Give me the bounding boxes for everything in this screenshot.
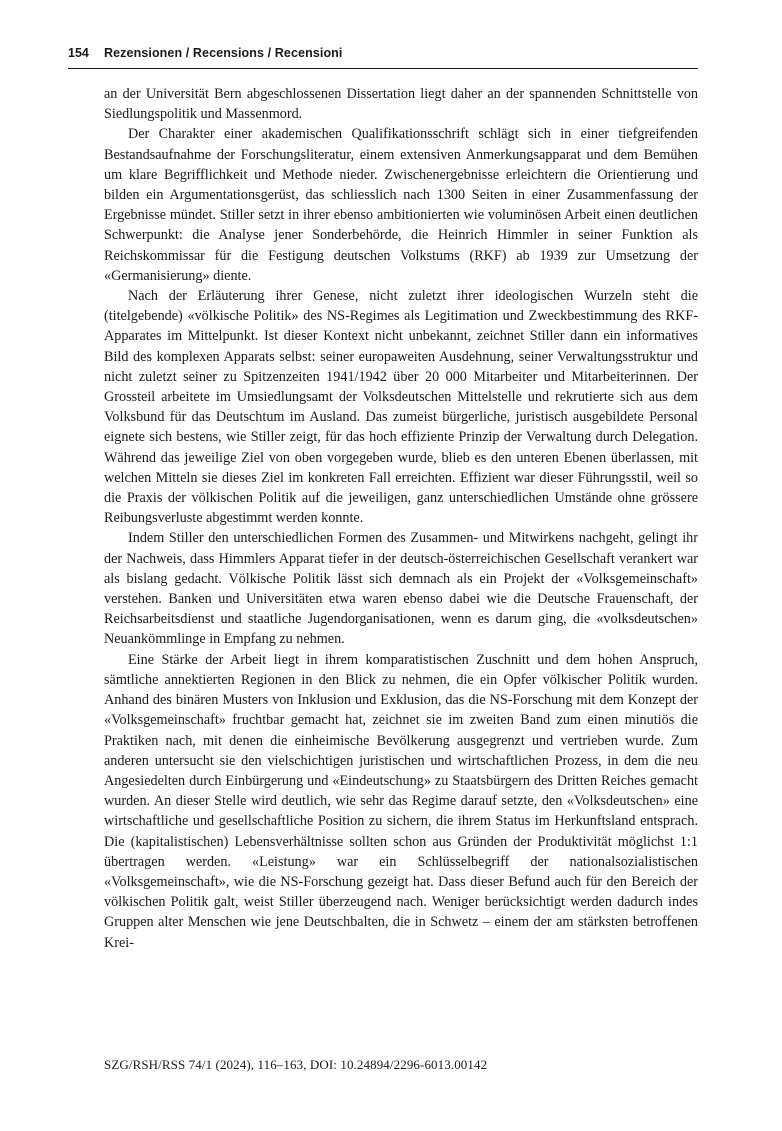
paragraph: Nach der Erläuterung ihrer Genese, nicht zuletzt ihrer ideologischen Wurzeln steht die (titelgebende) «völkische Politik» des NS-Regimes als Legitimation und Zweckbestimmung des RKF-Apparates im Mittelpunkt. Ist dieser Kontext nicht unbekannt, zeichnet Stiller dann ein informatives Bild des komplexen Apparats selbst: seiner europaweiten Ausdehnung, seiner Verwaltungsstruktur und nicht zuletzt seiner zu Spitzenzeiten 1941/1942 über 20 000 Mitarbeiter und Mitarbeiterinnen. Der Grossteil arbeitete im Umsiedlungsamt der Volksdeutschen Mittelstelle und rekrutierte sich aus dem Volksbund für das Deutschtum im Ausland. Das zumeist bürgerliche, juristisch ausgebildete Personal eignete sich bestens, wie Stiller zeigt, für das hoch effiziente Prinzip der Verwaltung durch Delegation. Während das jeweilige Ziel von oben vorgegeben wurde, blieb es den unteren Ebenen überlassen, mit welchen Mitteln sie dieses Ziel im konkreten Fall erreichten. Effizient war dieser Führungsstil, weil so die Praxis der völkischen Politik auf die jeweiligen, ganz unterschiedlichen Umstände ohne grössere Reibungsverluste abgestimmt werden konnte. — [104, 288, 698, 527]
running-header — [68, 46, 698, 69]
paragraph: Der Charakter einer akademischen Qualifikationsschrift schlägt sich in einer tiefgreifenden Bestandsaufnahme der Forschungsliteratur, einem extensiven Anmerkungsapparat und dem Bemühen um klare Begrifflichkeit und Methode nieder. Zwischenergebnisse erleichtern die Orientierung und bilden ein Argumentationsgerüst, das schliesslich nach 1300 Seiten in einer Zusammenfassung der Ergebnisse mündet. Stiller setzt in ihrer ebenso ambitionierten wie voluminösen Arbeit einen deutlichen Schwerpunkt: die Analyse jener Sonderbehörde, die Heinrich Himmler in seiner Funktion als Reichskommissar für die Festigung deutschen Volkstums (RKF) ab 1939 zur Umsetzung der «Germanisierung» diente. — [104, 126, 698, 284]
paragraph: Indem Stiller den unterschiedlichen Formen des Zusammen- und Mitwirkens nachgeht, gelingt ihr der Nachweis, dass Himmlers Apparat tiefer in der deutsch-österreichischen Gesellschaft verankert war als bislang gedacht. Völkische Politik lässt sich demnach als ein Projekt der «Volksgemeinschaft» verstehen. Banken und Universitäten etwa waren ebenso dabei wie die Deutsche Frauenschaft, der Reichsarbeitsdienst und staatliche Jugendorganisationen, wenn es darum ging, die «volksdeutschen» Neuankömmlinge in Empfang zu nehmen. — [104, 530, 698, 648]
article-body — [104, 84, 698, 953]
paragraph: Eine Stärke der Arbeit liegt in ihrem komparatistischen Zuschnitt und dem hohen Anspruch, sämtliche annektierten Regionen in den Blick zu nehmen, die ein Opfer völkischer Politik wurden. Anhand des binären Musters von Inklusion und Exklusion, das die NS-Forschung mit dem Konzept der «Volksgemeinschaft» fruchtbar gemacht hat, zeichnet sie im zweiten Band zum einen minutiös die Praktiken nach, mit denen die einheimische Bevölkerung ausgegrenzt und vertrieben wurde. Zum anderen untersucht sie den vielschichtigen juristischen und wirtschaftlichen Prozess, in dem die neu Angesiedelten durch Einbürgerung und «Eindeutschung» zu Staatsbürgern des Dritten Reiches gemacht wurden. An dieser Stelle wird deutlich, wie sehr das Regime darauf setzte, den «Volksdeutschen» eine wirtschaftliche und gesellschaftliche Position zu sichern, die ihrem Status im Herkunftsland entsprach. Die (kapitalistischen) Lebensverhältnisse sollten schon aus Gründen der Produktivität möglichst 1:1 übertragen werden. «Leistung» war ein Schlüsselbegriff der nationalsozialistischen «Volksgemeinschaft», wie die NS-Forschung gezeigt hat. Dass dieser Befund auch für den Bereich der völkischen Politik galt, weist Stiller überzeugend nach. Weniger berücksichtigt werden dadurch indes Gruppen alter Menschen wie jene Deutschbalten, die in Schwetz – einem der am stärksten betroffenen Krei- — [104, 651, 698, 951]
paragraph: an der Universität Bern abgeschlossenen Dissertation liegt daher an der spannenden Schnittstelle von Siedlungspolitik und Massenmord. — [104, 86, 698, 123]
running-title: Rezensionen / Recensions / Recensioni — [104, 46, 343, 60]
journal-citation: SZG/RSH/RSS 74/1 (2024), 116–163, DOI: 10.24894/2296-6013.00142 — [104, 1057, 488, 1072]
page-number: 154 — [68, 46, 89, 60]
